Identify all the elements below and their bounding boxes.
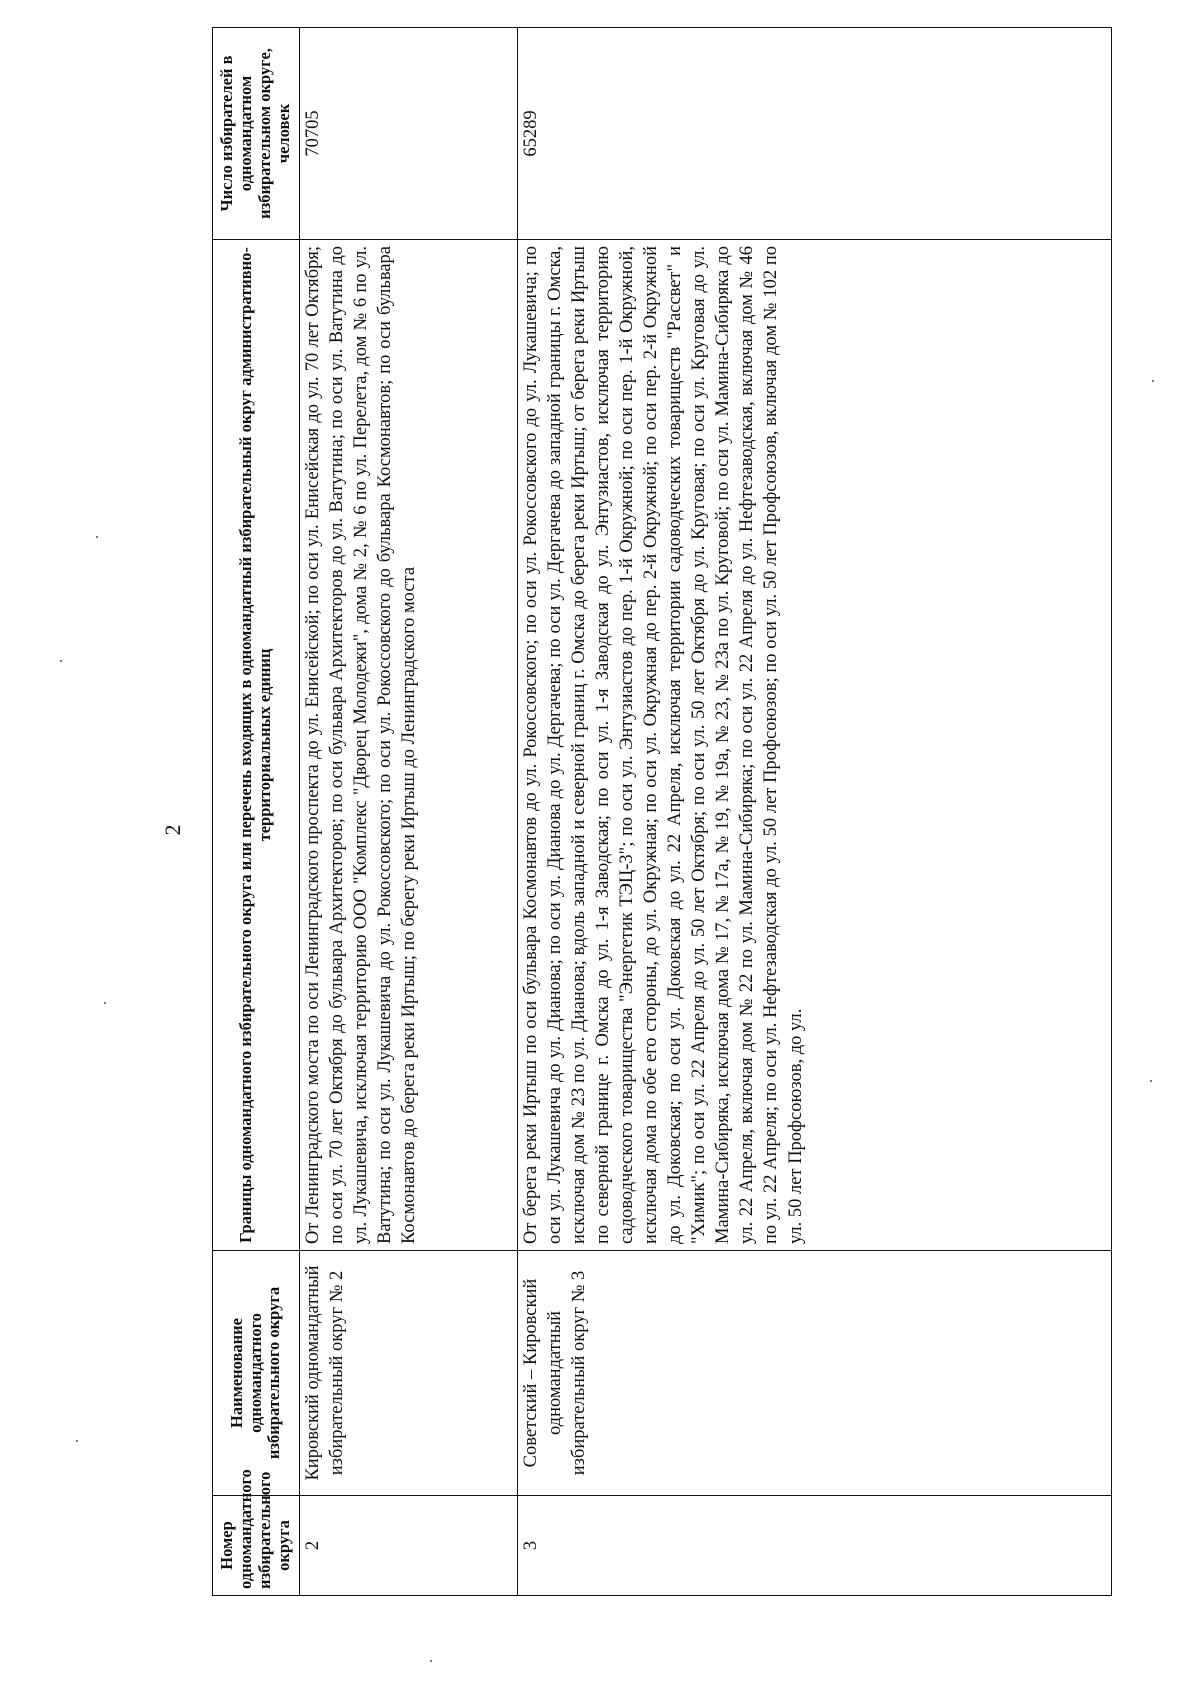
district-number: 2 (300, 1496, 518, 1596)
page-number: 2 (160, 824, 185, 836)
district-number: 3 (518, 1496, 1112, 1596)
scan-speck (1150, 1080, 1152, 1082)
table-header-row (213, 28, 300, 1596)
rotated-table-container (212, 48, 1108, 1596)
header-name: Наименование одномандатного избирательного округа (213, 1251, 300, 1496)
table-row (300, 28, 518, 1596)
scan-speck (430, 1660, 432, 1662)
header-voters: Число избирателей в одномандатном избирательном округе, человек (213, 28, 300, 240)
scan-speck (60, 660, 62, 662)
district-boundaries: От Ленинградского моста по оси Ленинградского проспекта до ул. Енисейской; по оси ул. Енисейская до ул. 70 лет Октября; по оси ул. 70 лет Октября до бульвара Архитекторов; по оси бульвара Архитекторов до ул. Ватутина; по оси ул. Ватутина до ул. Лукашевича, исключая территорию ООО "Комплекс "Дворец Молодежи", дома № 2, № 6 по ул. Перелета, дом № 6 по ул. Ватутина; по оси ул. Лукашевича до ул. Рокоссовского; по оси ул. Рокоссовского до бульвара Космонавтов; по оси бульвара Космонавтов до берега реки Иртыш; по берегу реки Иртыш до Ленинградского моста (300, 240, 518, 1251)
scan-speck (96, 536, 98, 538)
table-row (518, 28, 1112, 1596)
district-name: Советский – Кировский одномандатный избирательный округ № 3 (518, 1251, 1112, 1496)
header-number: Номер одномандатного избирательного округа (213, 1496, 300, 1596)
scan-speck (1152, 380, 1154, 382)
district-name: Кировский одномандатный избирательный округ № 2 (300, 1251, 518, 1496)
scan-speck (76, 1440, 78, 1442)
scan-speck (104, 1002, 106, 1004)
districts-table (212, 27, 1112, 1596)
district-boundaries: От берега реки Иртыш по оси бульвара Космонавтов до ул. Рокоссовского; по оси ул. Рокоссовского до ул. Лукашевича; по оси ул. Лукашевича до ул. Дианова; по оси ул. Дианова до ул. Дергачева; по оси ул. Дергачева до западной границы г. Омска, исключая дом № 23 по ул. Дианова; вдоль западной и северной границ г. Омска до берега реки Иртыш; от берега реки Иртыш по северной границе г. Омска до ул. 1-я Заводская; по оси ул. 1-я Заводская до ул. Энтузиастов, исключая территорию садоводческого товарищества "Энергетик ТЭЦ-3"; по оси ул. Энтузиастов до пер. 1-й Окружной; по оси пер. 1-й Окружной, исключая дома по обе его стороны, до ул. Окружная; по оси ул. Окружная до пер. 2-й Окружной; по оси пер. 2-й Окружной до ул. Доковская; по оси ул. Доковская до ул. 22 Апреля, исключая территории садоводческих товариществ "Рассвет" и "Химик"; по оси ул. 22 Апреля до ул. 50 лет Октября; по оси ул. 50 лет Октября до ул. Круговая; по оси ул. Круговая до ул. Мамина-Сибиряка, исключая дома № 17, № 17а, № 19, № 19а, № 23, № 23а по ул. Круговой; по оси ул. Мамина-Сибиряка до ул. 22 Апреля, включая дом № 22 по ул. Мамина-Сибиряка; по оси ул. 22 Апреля до ул. Нефтезаводская, включая дом № 46 по ул. 22 Апреля; по оси ул. Нефтезаводская до ул. 50 лет Профсоюзов; по оси ул. 50 лет Профсоюзов, включая дом № 102 по ул. 50 лет Профсоюзов, до ул. (518, 240, 1112, 1251)
header-boundaries: Границы одномандатного избирательного округа или перечень входящих в одномандатный избирательный округ административно-территориальных единиц (213, 240, 300, 1251)
district-voters: 65289 (518, 28, 1112, 240)
district-voters: 70705 (300, 28, 518, 240)
